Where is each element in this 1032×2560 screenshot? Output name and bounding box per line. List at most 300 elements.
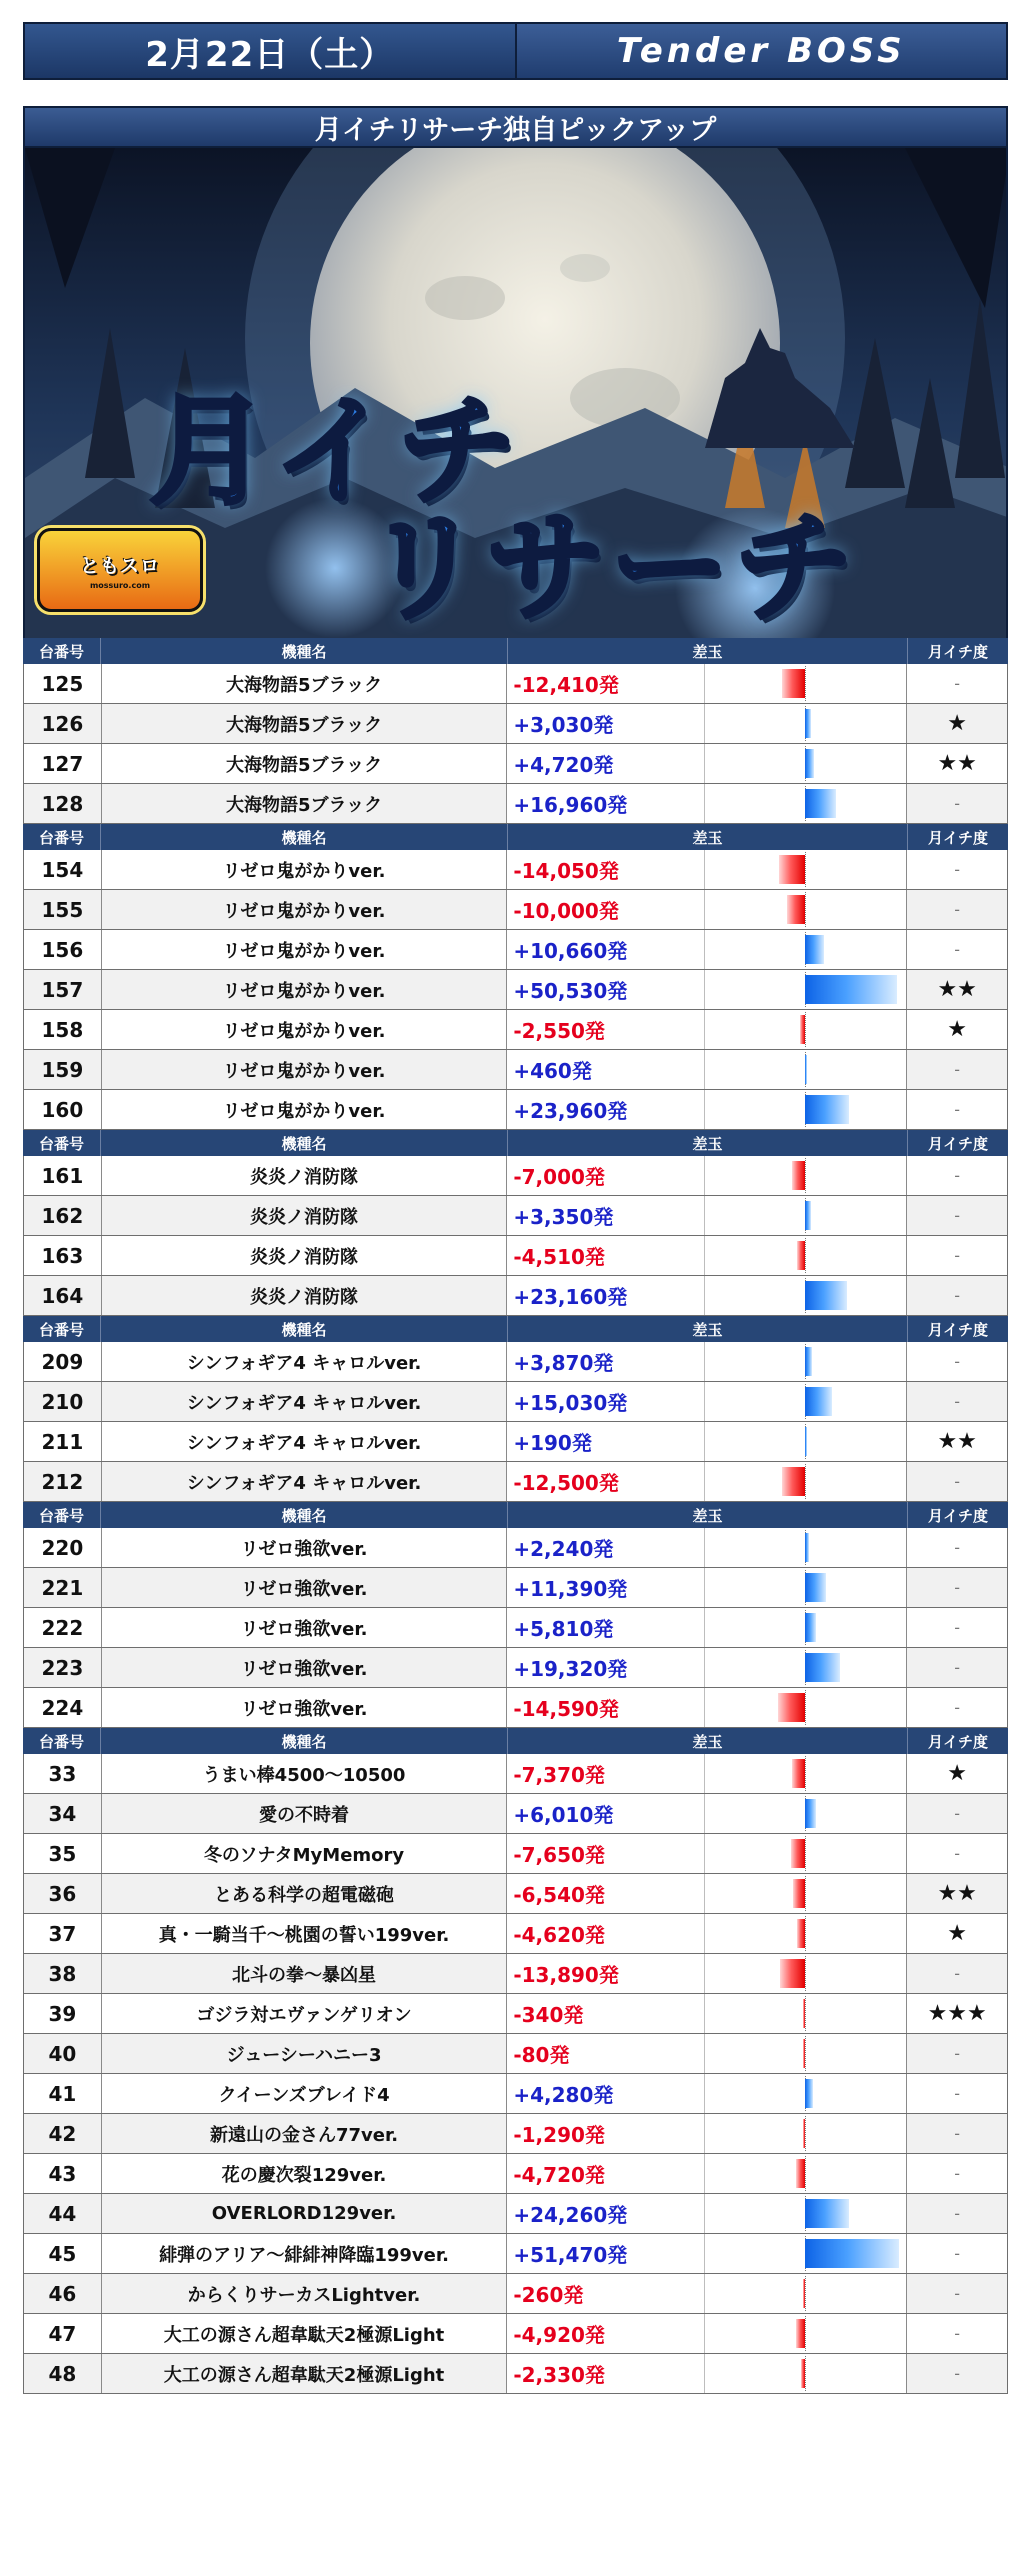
machine-name: リゼロ鬼がかりver.	[102, 850, 508, 889]
diff-cell	[507, 1528, 907, 1567]
diff-bar	[803, 2039, 805, 2068]
table-row	[23, 1462, 1008, 1502]
diff-bar-area	[704, 1954, 906, 1993]
machine-number: 44	[24, 2194, 102, 2233]
store-logo	[37, 528, 203, 612]
machine-number: 164	[24, 1276, 102, 1315]
machine-name: シンフォギア4 キャロルver.	[102, 1342, 508, 1381]
machine-group-table	[23, 1502, 1008, 1728]
diff-cell	[507, 1090, 907, 1129]
diff-bar-area	[704, 1608, 906, 1647]
header-rank: 月イチ度	[927, 1134, 988, 1153]
diff-bar	[805, 1201, 811, 1230]
rank-stars: -	[907, 1954, 1007, 1993]
diff-bar-area	[704, 2354, 906, 2393]
rank-stars: ★★	[907, 970, 1007, 1009]
machine-name: 真・一騎当千～桃園の誓い199ver.	[102, 1914, 508, 1953]
diff-bar-area	[704, 1156, 906, 1195]
diff-value: -12,500発	[513, 1471, 619, 1495]
table-row	[23, 1050, 1008, 1090]
machine-number: 161	[24, 1156, 102, 1195]
table-row	[23, 784, 1008, 824]
diff-bar	[805, 1533, 809, 1562]
diff-cell	[507, 1648, 907, 1687]
diff-bar-axis	[805, 1238, 806, 1273]
header-machine-name: 機種名	[101, 1502, 508, 1528]
rank-stars: -	[907, 1276, 1007, 1315]
diff-bar-area	[704, 1090, 906, 1129]
diff-bar-area	[704, 1422, 906, 1461]
header-machine-no: 台番号	[23, 824, 101, 850]
header-diff: 差玉	[508, 638, 908, 664]
diff-bar	[800, 1015, 805, 1044]
rank-stars: -	[907, 930, 1007, 969]
header-machine-name: 機種名	[101, 1316, 508, 1342]
machine-number: 127	[24, 744, 102, 783]
diff-value: +3,870発	[513, 1351, 614, 1375]
machine-number: 47	[24, 2314, 102, 2353]
diff-cell	[507, 664, 907, 703]
machine-number: 154	[24, 850, 102, 889]
table-row	[23, 704, 1008, 744]
diff-cell	[507, 1568, 907, 1607]
table-row	[23, 1794, 1008, 1834]
table-header	[23, 824, 1008, 850]
rank-stars: -	[907, 2314, 1007, 2353]
machine-name: シンフォギア4 キャロルver.	[102, 1462, 508, 1501]
diff-bar	[805, 1347, 812, 1376]
diff-bar-area	[704, 2274, 906, 2313]
diff-bar-axis	[805, 1756, 806, 1791]
machine-name: シンフォギア4 キャロルver.	[102, 1382, 508, 1421]
diff-bar-axis	[805, 1158, 806, 1193]
machine-name: 炎炎ノ消防隊	[102, 1196, 508, 1235]
table-row	[23, 2314, 1008, 2354]
rank-stars: -	[907, 1236, 1007, 1275]
diff-bar-area	[704, 2034, 906, 2073]
machine-number: 128	[24, 784, 102, 823]
machine-name: クイーンズブレイド4	[102, 2074, 508, 2113]
diff-cell	[507, 1754, 907, 1793]
diff-cell	[507, 1994, 907, 2033]
machine-number: 48	[24, 2354, 102, 2393]
machine-name: リゼロ鬼がかりver.	[102, 1090, 508, 1129]
diff-bar	[805, 1653, 840, 1682]
rank-stars: -	[907, 664, 1007, 703]
machine-number: 42	[24, 2114, 102, 2153]
table-row	[23, 2034, 1008, 2074]
table-row	[23, 1236, 1008, 1276]
header-machine-no: 台番号	[23, 1502, 101, 1528]
diff-value: +10,660発	[513, 939, 628, 963]
table-row	[23, 850, 1008, 890]
diff-bar-area	[704, 970, 906, 1009]
rank-stars: -	[907, 2114, 1007, 2153]
table-row	[23, 1156, 1008, 1196]
diff-cell	[507, 2154, 907, 2193]
machine-number: 220	[24, 1528, 102, 1567]
rank-stars: ★★	[907, 1422, 1007, 1461]
rank-stars: -	[907, 1648, 1007, 1687]
diff-bar-area	[704, 744, 906, 783]
diff-cell	[507, 890, 907, 929]
diff-cell	[507, 1914, 907, 1953]
machine-name: リゼロ強欲ver.	[102, 1608, 508, 1647]
diff-cell	[507, 970, 907, 1009]
table-row	[23, 1608, 1008, 1648]
diff-value: +3,350発	[513, 1205, 614, 1229]
diff-bar	[797, 1241, 805, 1270]
machine-name: 炎炎ノ消防隊	[102, 1276, 508, 1315]
machine-group-table	[23, 824, 1008, 1130]
machine-number: 222	[24, 1608, 102, 1647]
diff-cell	[507, 1874, 907, 1913]
diff-bar-axis	[805, 1690, 806, 1725]
machine-number: 224	[24, 1688, 102, 1727]
machine-name: リゼロ鬼がかりver.	[102, 1010, 508, 1049]
diff-bar-area	[704, 890, 906, 929]
machine-name: 愛の不時着	[102, 1794, 508, 1833]
table-row	[23, 1994, 1008, 2034]
diff-value: +51,470発	[513, 2243, 628, 2267]
diff-value: -14,590発	[513, 1697, 619, 1721]
rank-stars: -	[907, 2274, 1007, 2313]
machine-name: 大工の源さん超韋駄天2極源Light	[102, 2314, 508, 2353]
table-row	[23, 1954, 1008, 1994]
diff-bar	[805, 2079, 813, 2108]
banner-title-line2: リサーチ	[365, 499, 859, 637]
table-row	[23, 890, 1008, 930]
diff-bar-axis	[805, 2156, 806, 2191]
header-machine-name: 機種名	[101, 824, 508, 850]
machine-number: 126	[24, 704, 102, 743]
machine-name: 大海物語5ブラック	[102, 744, 508, 783]
table-row	[23, 2074, 1008, 2114]
diff-bar	[805, 1427, 807, 1456]
header-rank: 月イチ度	[927, 642, 988, 661]
rank-stars: ★	[907, 1754, 1007, 1793]
diff-bar	[805, 2199, 849, 2228]
header-rank: 月イチ度	[927, 1320, 988, 1339]
table-header	[23, 1502, 1008, 1528]
diff-bar-axis	[805, 1876, 806, 1911]
diff-bar-area	[704, 1754, 906, 1793]
rank-stars: -	[907, 2154, 1007, 2193]
diff-bar-area	[704, 1382, 906, 1421]
machine-number: 41	[24, 2074, 102, 2113]
machine-number: 35	[24, 1834, 102, 1873]
machine-number: 38	[24, 1954, 102, 1993]
diff-bar-area	[704, 1794, 906, 1833]
machine-number: 223	[24, 1648, 102, 1687]
rank-stars: -	[907, 1568, 1007, 1607]
diff-bar	[805, 1055, 807, 1084]
rank-stars: -	[907, 2194, 1007, 2233]
diff-bar-axis	[805, 1996, 806, 2031]
diff-value: -4,510発	[513, 1245, 605, 1269]
rank-stars: -	[907, 1462, 1007, 1501]
diff-cell	[507, 1794, 907, 1833]
machine-name: OVERLORD129ver.	[102, 2194, 508, 2233]
diff-bar	[792, 1161, 805, 1190]
diff-bar-area	[704, 704, 906, 743]
diff-bar-area	[704, 1462, 906, 1501]
diff-bar-axis	[805, 2116, 806, 2151]
diff-cell	[507, 1236, 907, 1275]
diff-bar-area	[704, 1834, 906, 1873]
rank-stars: -	[907, 1528, 1007, 1567]
diff-cell	[507, 784, 907, 823]
header-machine-name: 機種名	[101, 1728, 508, 1754]
pickup-title: 月イチリサーチ独自ピックアップ	[23, 106, 1008, 148]
table-row	[23, 2114, 1008, 2154]
diff-value: -7,000発	[513, 1165, 605, 1189]
diff-bar-axis	[805, 1956, 806, 1991]
machine-number: 160	[24, 1090, 102, 1129]
machine-number: 162	[24, 1196, 102, 1235]
machine-name: リゼロ強欲ver.	[102, 1568, 508, 1607]
diff-cell	[507, 1422, 907, 1461]
diff-cell	[507, 744, 907, 783]
machine-name: 大海物語5ブラック	[102, 664, 508, 703]
diff-cell	[507, 1688, 907, 1727]
diff-bar-area	[704, 1914, 906, 1953]
diff-bar	[796, 2159, 805, 2188]
machine-number: 46	[24, 2274, 102, 2313]
machine-number: 157	[24, 970, 102, 1009]
diff-cell	[507, 1608, 907, 1647]
machine-name: 炎炎ノ消防隊	[102, 1236, 508, 1275]
rank-stars: -	[907, 1090, 1007, 1129]
header-machine-no: 台番号	[23, 1728, 101, 1754]
machine-name: 北斗の拳～暴凶星	[102, 1954, 508, 1993]
diff-value: +6,010発	[513, 1803, 614, 1827]
table-header	[23, 638, 1008, 664]
diff-bar-area	[704, 930, 906, 969]
machine-name: 大工の源さん超韋駄天2極源Light	[102, 2354, 508, 2393]
diff-bar-area	[704, 1528, 906, 1567]
table-header	[23, 1130, 1008, 1156]
report-header	[23, 22, 1008, 80]
diff-bar	[805, 2239, 899, 2268]
diff-bar-area	[704, 784, 906, 823]
table-row	[23, 930, 1008, 970]
diff-bar-axis	[805, 892, 806, 927]
machine-number: 37	[24, 1914, 102, 1953]
diff-bar-axis	[805, 1012, 806, 1047]
table-row	[23, 2234, 1008, 2274]
rank-stars: -	[907, 850, 1007, 889]
table-row	[23, 1010, 1008, 1050]
machine-number: 163	[24, 1236, 102, 1275]
machine-number: 36	[24, 1874, 102, 1913]
diff-value: +5,810発	[513, 1617, 614, 1641]
diff-bar	[782, 1467, 805, 1496]
rank-stars: -	[907, 1834, 1007, 1873]
diff-value: +4,720発	[513, 753, 614, 777]
machine-group-table	[23, 1316, 1008, 1502]
diff-bar	[782, 669, 805, 698]
diff-bar-axis	[805, 1464, 806, 1499]
header-rank: 月イチ度	[927, 828, 988, 847]
diff-value: -14,050発	[513, 859, 619, 883]
logo-subtext: mossuro.com	[89, 580, 151, 590]
diff-value: -80発	[513, 2043, 570, 2067]
table-row	[23, 2354, 1008, 2394]
diff-bar	[805, 935, 824, 964]
diff-bar	[780, 1959, 805, 1988]
rank-stars: -	[907, 2034, 1007, 2073]
table-row	[23, 2274, 1008, 2314]
machine-number: 221	[24, 1568, 102, 1607]
diff-cell	[507, 1010, 907, 1049]
machine-number: 156	[24, 930, 102, 969]
diff-cell	[507, 1196, 907, 1235]
machine-name: シンフォギア4 キャロルver.	[102, 1422, 508, 1461]
diff-bar-area	[704, 2114, 906, 2153]
diff-bar-area	[704, 1688, 906, 1727]
machine-name: 冬のソナタMyMemory	[102, 1834, 508, 1873]
diff-bar	[787, 895, 805, 924]
machine-number: 39	[24, 1994, 102, 2033]
diff-bar	[803, 1999, 805, 2028]
diff-bar-area	[704, 850, 906, 889]
diff-cell	[507, 1462, 907, 1501]
header-machine-no: 台番号	[23, 638, 101, 664]
rank-stars: -	[907, 2234, 1007, 2273]
machine-name: リゼロ強欲ver.	[102, 1688, 508, 1727]
diff-bar	[803, 2279, 805, 2308]
diff-cell	[507, 1050, 907, 1089]
diff-value: -7,370発	[513, 1763, 605, 1787]
diff-value: +50,530発	[513, 979, 628, 1003]
diff-bar-area	[704, 1648, 906, 1687]
diff-value: +190発	[513, 1431, 592, 1455]
diff-bar-area	[704, 1994, 906, 2033]
diff-bar	[801, 2359, 805, 2388]
machine-name: 緋弾のアリア～緋緋神降臨199ver.	[102, 2234, 508, 2273]
diff-bar	[805, 789, 836, 818]
diff-value: +23,960発	[513, 1099, 628, 1123]
table-row	[23, 1196, 1008, 1236]
rank-stars: -	[907, 890, 1007, 929]
machine-group-table	[23, 638, 1008, 824]
diff-value: +19,320発	[513, 1657, 628, 1681]
diff-cell	[507, 1834, 907, 1873]
diff-bar-axis	[805, 666, 806, 701]
diff-bar	[796, 2319, 805, 2348]
diff-value: -12,410発	[513, 673, 619, 697]
table-row	[23, 1688, 1008, 1728]
diff-value: -260発	[513, 2283, 584, 2307]
table-row	[23, 1874, 1008, 1914]
diff-value: -1,290発	[513, 2123, 605, 2147]
table-row	[23, 1754, 1008, 1794]
diff-value: +24,260発	[513, 2203, 628, 2227]
diff-value: -2,550発	[513, 1019, 605, 1043]
header-machine-no: 台番号	[23, 1316, 101, 1342]
diff-bar	[805, 975, 897, 1004]
rank-stars: -	[907, 1688, 1007, 1727]
diff-bar	[791, 1839, 805, 1868]
diff-cell	[507, 2034, 907, 2073]
machine-number: 159	[24, 1050, 102, 1089]
machine-number: 209	[24, 1342, 102, 1381]
machine-name: からくりサーカスLightver.	[102, 2274, 508, 2313]
diff-bar	[805, 1799, 816, 1828]
diff-value: +15,030発	[513, 1391, 628, 1415]
diff-bar-axis	[805, 2316, 806, 2351]
diff-bar-area	[704, 1236, 906, 1275]
diff-bar-axis	[805, 2356, 806, 2391]
machine-name: ジューシーハニー3	[102, 2034, 508, 2073]
table-row	[23, 1342, 1008, 1382]
machine-name: リゼロ強欲ver.	[102, 1528, 508, 1567]
machine-name: リゼロ強欲ver.	[102, 1648, 508, 1687]
diff-bar-area	[704, 1050, 906, 1089]
machine-name: リゼロ鬼がかりver.	[102, 890, 508, 929]
machine-number: 45	[24, 2234, 102, 2273]
diff-value: -7,650発	[513, 1843, 605, 1867]
diff-cell	[507, 2114, 907, 2153]
machine-name: 花の慶次裂129ver.	[102, 2154, 508, 2193]
diff-bar	[805, 709, 811, 738]
header-machine-no: 台番号	[23, 1130, 101, 1156]
diff-value: +2,240発	[513, 1537, 614, 1561]
diff-cell	[507, 2234, 907, 2273]
table-row	[23, 664, 1008, 704]
machine-number: 210	[24, 1382, 102, 1421]
diff-value: +4,280発	[513, 2083, 614, 2107]
table-row	[23, 1276, 1008, 1316]
table-row	[23, 1648, 1008, 1688]
machine-number: 212	[24, 1462, 102, 1501]
diff-value: +16,960発	[513, 793, 628, 817]
diff-cell	[507, 1276, 907, 1315]
rank-stars: -	[907, 1196, 1007, 1235]
diff-bar-area	[704, 1342, 906, 1381]
diff-bar	[805, 1095, 849, 1124]
diff-bar-axis	[805, 852, 806, 887]
diff-cell	[507, 930, 907, 969]
diff-bar	[805, 749, 814, 778]
diff-value: -4,720発	[513, 2163, 605, 2187]
header-rank: 月イチ度	[927, 1506, 988, 1525]
diff-bar-area	[704, 2194, 906, 2233]
table-row	[23, 744, 1008, 784]
table-row	[23, 2194, 1008, 2234]
diff-bar-axis	[805, 1836, 806, 1871]
header-diff: 差玉	[508, 1502, 908, 1528]
diff-bar	[792, 1759, 805, 1788]
rank-stars: ★★	[907, 744, 1007, 783]
machine-number: 211	[24, 1422, 102, 1461]
date-label: 2月22日（土）	[25, 24, 515, 78]
diff-bar-axis	[805, 2276, 806, 2311]
rank-stars: -	[907, 1050, 1007, 1089]
diff-bar-area	[704, 1276, 906, 1315]
diff-cell	[507, 850, 907, 889]
store-name: Tender BOSS	[515, 24, 1007, 78]
diff-cell	[507, 1156, 907, 1195]
header-machine-name: 機種名	[101, 1130, 508, 1156]
diff-bar-area	[704, 2314, 906, 2353]
diff-value: -4,620発	[513, 1923, 605, 1947]
rank-stars: -	[907, 1156, 1007, 1195]
table-row	[23, 1914, 1008, 1954]
diff-cell	[507, 2074, 907, 2113]
rank-stars: -	[907, 1342, 1007, 1381]
